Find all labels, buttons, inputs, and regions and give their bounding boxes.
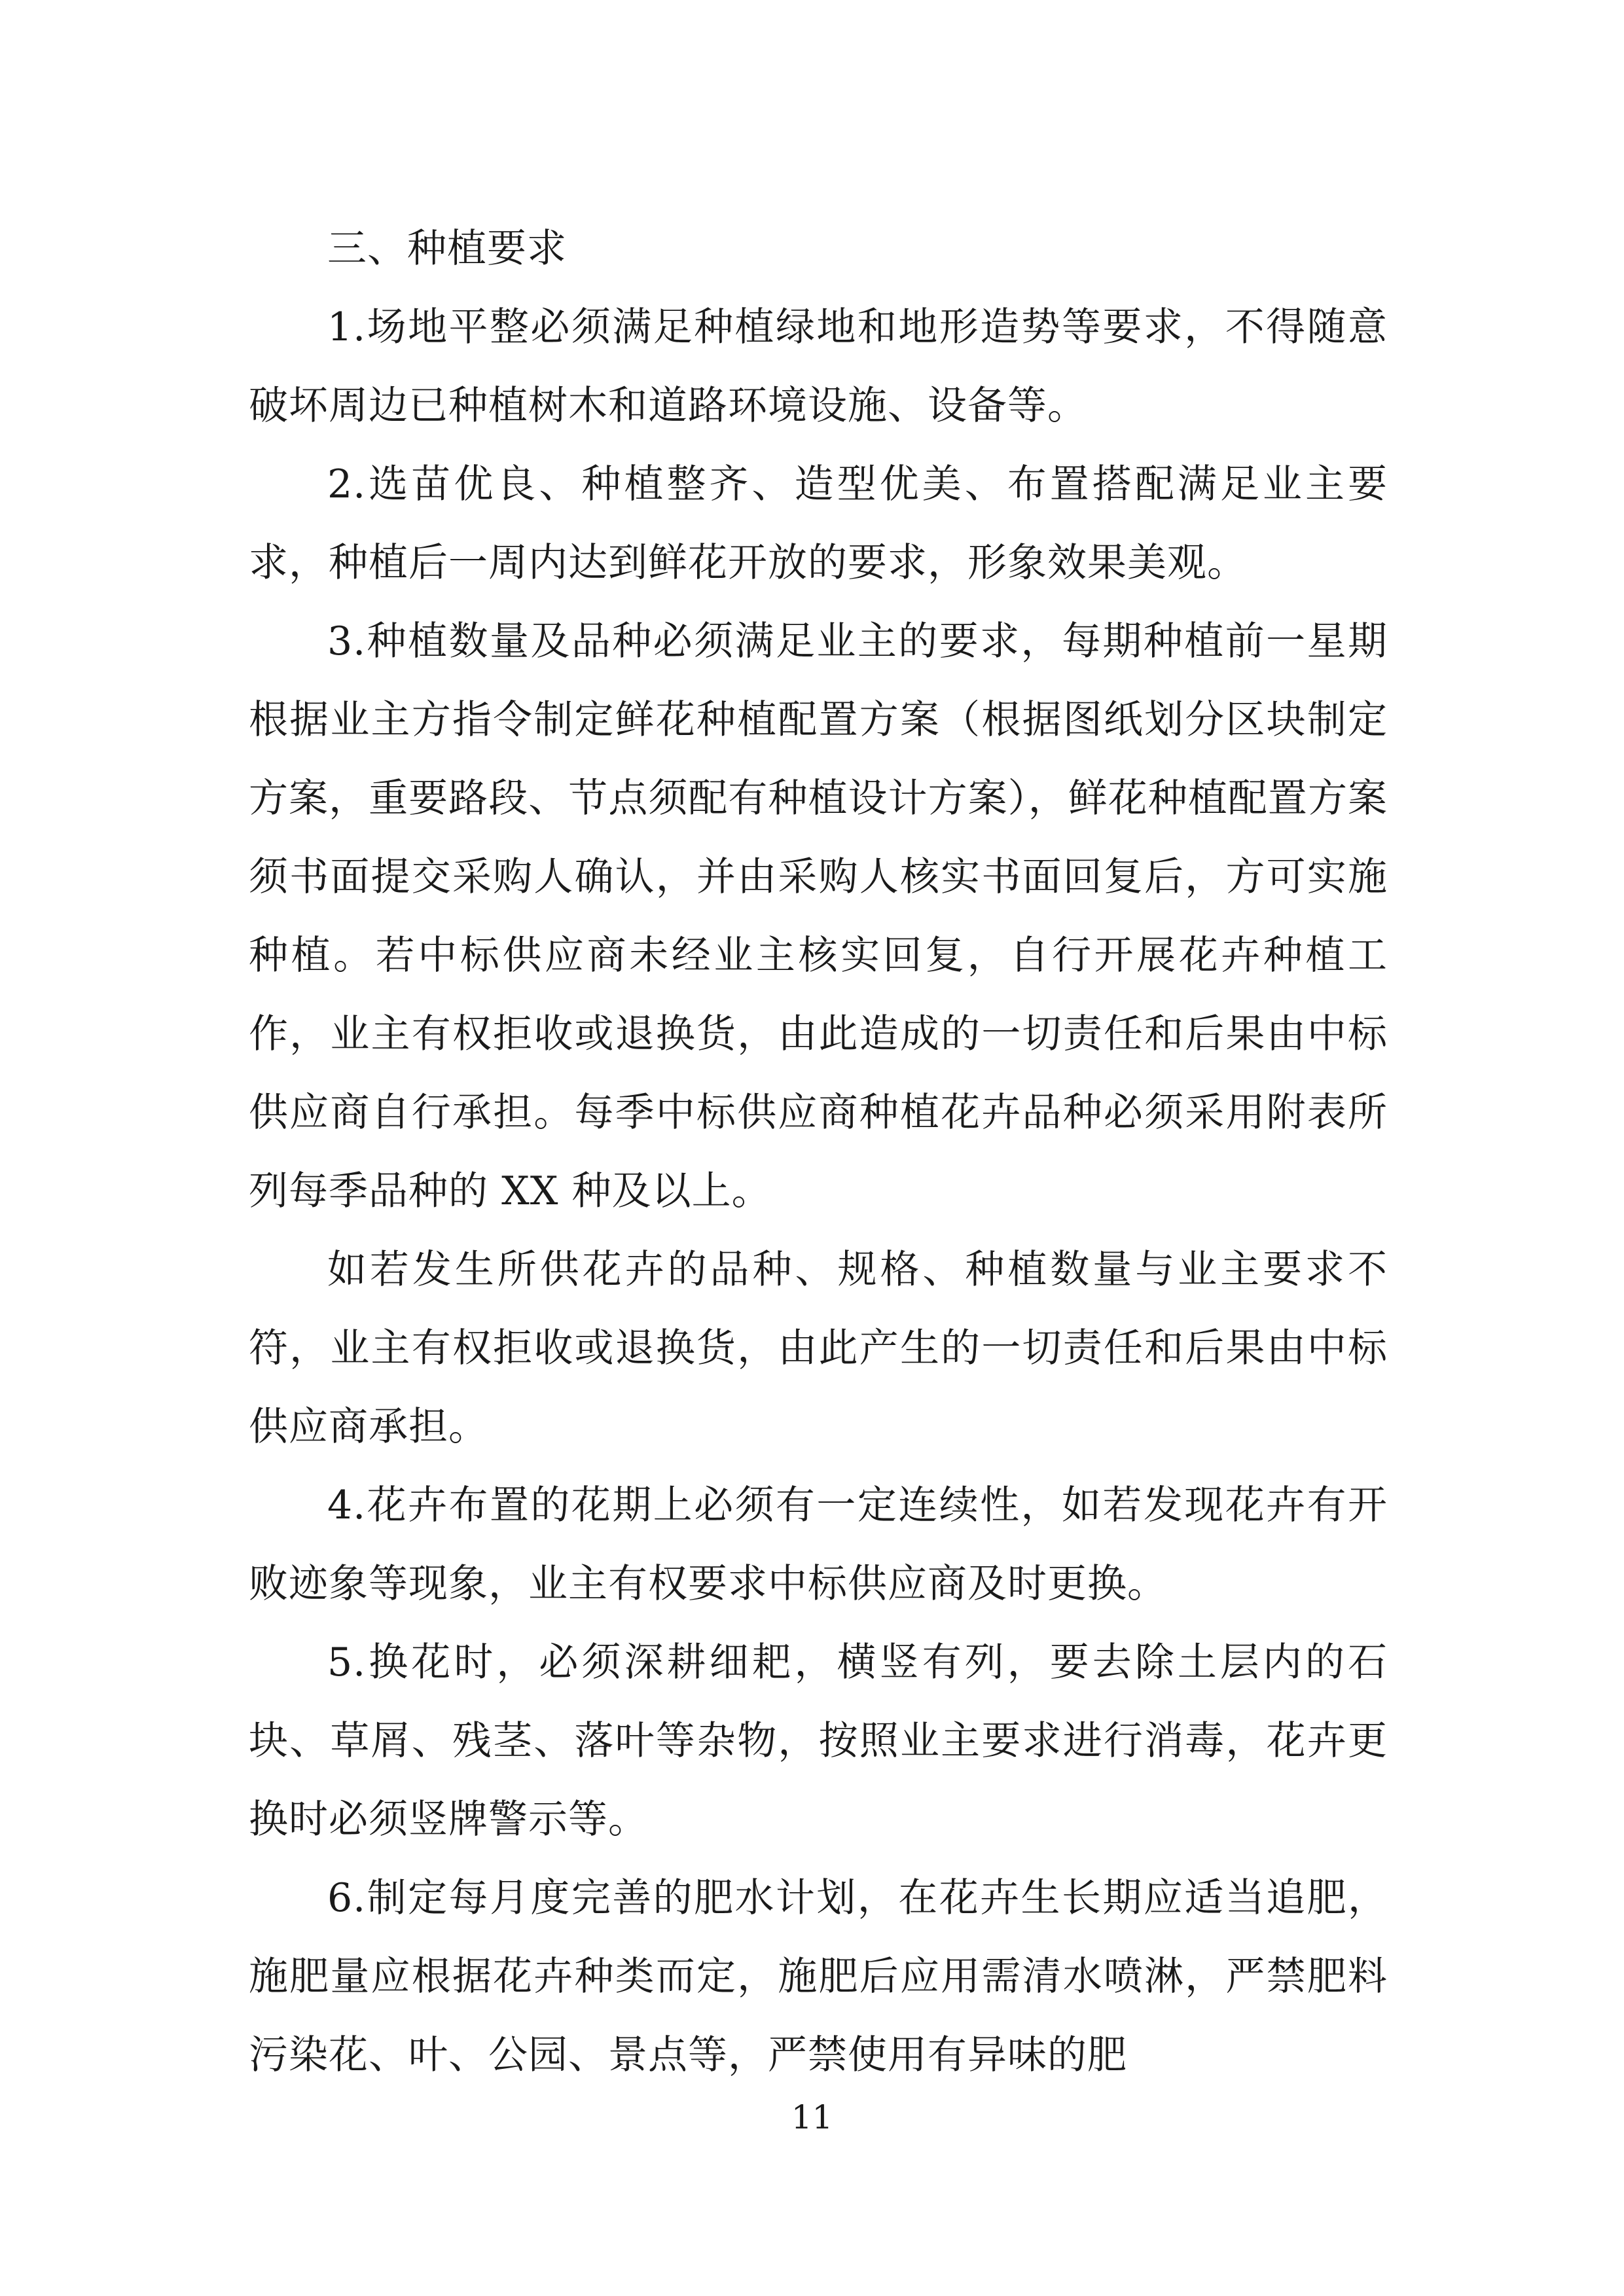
paragraph-item-3: 3.种植数量及品种必须满足业主的要求，每期种植前一星期根据业主方指令制定鲜花种植配置方案（根据图纸划分区块制定方案，重要路段、节点须配有种植设计方案），鲜花种植配置方案须书面提交采购人确认，并由采购人核实书面回复后，方可实施种植。若中标供应商未经业主核实回复，自行开展花卉种植工作，业主有权拒收或退换货，由此造成的一切责任和后果由中标供应商自行承担。每季中标供应商种植花卉品种必须采用附表所列每季品种的 XX 种及以上。	[249, 619, 1388, 1214]
paragraph-item-2: 2.选苗优良、种植整齐、造型优美、布置搭配满足业主要求，种植后一周内达到鲜花开放的要求，形象效果美观。	[249, 461, 1388, 586]
paragraph-item-5: 5.换花时，必须深耕细耙，横竖有列，要去除土层内的石块、草屑、残茎、落叶等杂物，按照业主要求进行消毒，花卉更换时必须竖牌警示等。	[249, 1640, 1388, 1842]
paragraph-item-4: 4.花卉布置的花期上必须有一定连续性，如若发现花卉有开败迹象等现象，业主有权要求中标供应商及时更换。	[249, 1482, 1388, 1607]
paragraph-item-1: 1.场地平整必须满足种植绿地和地形造势等要求，不得随意破坏周边已种植树木和道路环境设施、设备等。	[249, 304, 1388, 429]
page-number: 11	[791, 2098, 833, 2136]
document-body	[249, 209, 1388, 2094]
paragraph-item-6: 6.制定每月度完善的肥水计划，在花卉生长期应适当追肥，施肥量应根据花卉种类而定，施肥后应用需清水喷淋，严禁肥料污染花、叶、公园、景点等，严禁使用有异味的肥	[249, 1875, 1388, 2078]
section-heading: 三、种植要求	[327, 226, 567, 272]
paragraph-nonconformity: 如若发生所供花卉的品种、规格、种植数量与业主要求不符，业主有权拒收或退换货，由此产生的一切责任和后果由中标供应商承担。	[249, 1247, 1388, 1450]
